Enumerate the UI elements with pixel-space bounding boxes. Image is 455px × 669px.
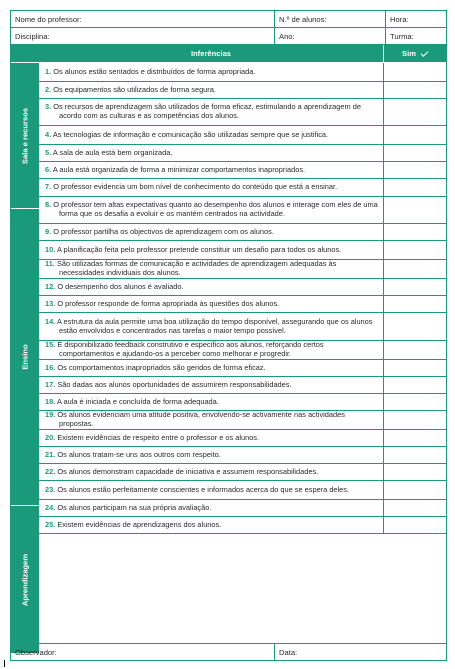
inference-text xyxy=(39,82,383,98)
observer-field[interactable] xyxy=(11,644,274,660)
inference-text xyxy=(39,341,383,359)
item-text: Existem evidências de aprendizagens dos alunos. xyxy=(57,519,222,529)
inference-text xyxy=(39,500,383,516)
check-icon xyxy=(421,49,429,57)
item-text: O professor responde de forma apropriada às questões dos alunos. xyxy=(57,298,280,308)
item-number: 13. xyxy=(45,298,56,308)
item-text: A sala de aula está bem organizada. xyxy=(52,147,173,157)
item-text: Os recursos de aprendizagem são utilizados de forma eficaz, estimulando a aprendizagem de acordo com as culturas e as competências dos alunos. xyxy=(53,102,361,120)
item-text: Os alunos demonstram capacidade de iniciativa e assumem responsabilidades. xyxy=(57,466,319,476)
yes-checkbox-cell[interactable] xyxy=(383,162,446,178)
item-number: 9. xyxy=(45,226,52,236)
item-number: 1. xyxy=(45,66,52,76)
yes-checkbox-cell[interactable] xyxy=(383,145,446,161)
table-row xyxy=(39,197,446,224)
inference-text xyxy=(39,224,383,240)
inference-text xyxy=(39,197,383,223)
item-number: 22. xyxy=(45,466,56,476)
yes-checkbox-cell[interactable] xyxy=(383,481,446,499)
yes-checkbox-cell[interactable] xyxy=(383,224,446,240)
item-text: A aula é iniciada e concluída de forma adequada. xyxy=(56,396,219,406)
time-field[interactable] xyxy=(385,11,446,27)
inference-text xyxy=(39,481,383,499)
item-number: 8. xyxy=(45,200,52,210)
item-number: 3. xyxy=(45,102,52,112)
teacher-label: Nome do professor: xyxy=(15,14,82,24)
table-row xyxy=(39,411,446,430)
table-row xyxy=(39,464,446,481)
item-text: O professor partilha os objectivos de aprendizagem com os alunos. xyxy=(53,226,274,236)
yes-checkbox-cell[interactable] xyxy=(383,296,446,312)
table-row xyxy=(39,260,446,279)
inference-text xyxy=(39,63,383,81)
item-text: Os alunos participam na sua própria avaliação. xyxy=(57,502,212,512)
item-text: As tecnologias de informação e comunicação são utilizadas sempre que se justifica. xyxy=(52,129,329,139)
item-text: Os alunos estão perfeitamente conscientes e informados acerca do que se espera deles. xyxy=(57,484,350,494)
item-number: 25. xyxy=(45,519,56,529)
item-text: O professor tem altas expectativas quanto ao desempenho dos alunos e interage com eles de uma forma que os desafia a evoluir e os mantém centrados na actividade. xyxy=(53,200,378,218)
inference-text xyxy=(39,430,383,446)
yes-checkbox-cell[interactable] xyxy=(383,63,446,81)
item-number: 16. xyxy=(45,362,56,372)
table-row xyxy=(39,279,446,296)
date-field[interactable] xyxy=(274,644,446,660)
subject-label: Disciplina: xyxy=(15,31,50,41)
item-number: 2. xyxy=(45,84,52,94)
yes-checkbox-cell[interactable] xyxy=(383,394,446,410)
inference-text xyxy=(39,260,383,278)
yes-checkbox-cell[interactable] xyxy=(383,260,446,278)
item-number: 11. xyxy=(45,259,55,269)
yes-checkbox-cell[interactable] xyxy=(383,517,446,533)
yes-checkbox-cell[interactable] xyxy=(383,241,446,259)
date-label: Data: xyxy=(279,647,298,657)
inference-text xyxy=(39,145,383,161)
item-number: 4. xyxy=(45,129,52,139)
yes-checkbox-cell[interactable] xyxy=(383,377,446,393)
item-text: A estrutura da aula permite uma boa utilização do tempo disponível, assegurando que os alunos estão envolvidos e concentrados nas tarefas o maior tempo possível. xyxy=(56,316,373,335)
item-text: Os comportamentos inapropriados são geridos de forma eficaz. xyxy=(57,362,266,372)
item-number: 12. xyxy=(45,281,56,291)
table-row xyxy=(39,430,446,447)
item-text: A aula está organizada de forma a minimizar comportamentos inapropriados. xyxy=(52,164,306,174)
inferences-header: Inferências xyxy=(190,49,232,58)
table-row xyxy=(39,99,446,126)
inference-text xyxy=(39,99,383,125)
item-number: 23. xyxy=(45,484,56,494)
page-mark xyxy=(4,660,5,667)
class-field[interactable] xyxy=(385,28,446,44)
yes-checkbox-cell[interactable] xyxy=(383,447,446,463)
item-text: Os alunos evidenciam uma atitude positiva, envolvendo-se activamente nas actividades propostas. xyxy=(57,410,345,428)
inference-text xyxy=(39,313,383,340)
students-count-field[interactable] xyxy=(274,11,385,27)
yes-checkbox-cell[interactable] xyxy=(383,197,446,223)
item-text: São utilizadas formas de comunicação e actividades de aprendizagem adequadas às necessidades individuais dos alunos. xyxy=(56,259,337,277)
inference-text xyxy=(39,360,383,376)
table-row xyxy=(39,377,446,394)
yes-checkbox-cell[interactable] xyxy=(383,279,446,295)
footer-row xyxy=(11,643,446,660)
subject-field[interactable] xyxy=(11,28,274,44)
yes-checkbox-cell[interactable] xyxy=(383,99,446,125)
item-number: 7. xyxy=(45,182,52,192)
item-text: A planificação feita pelo professor pretende constituir um desafio para todos os alunos. xyxy=(56,244,342,254)
observation-form xyxy=(10,10,447,661)
item-number: 10. xyxy=(45,244,56,254)
observer-label: Observador: xyxy=(15,647,57,657)
item-text: O desempenho dos alunos é avaliado. xyxy=(57,281,184,291)
yes-checkbox-cell[interactable] xyxy=(383,360,446,376)
inference-text xyxy=(39,447,383,463)
yes-checkbox-cell[interactable] xyxy=(383,82,446,98)
table-row xyxy=(39,447,446,464)
yes-checkbox-cell[interactable] xyxy=(383,126,446,144)
table-row xyxy=(39,500,446,517)
table-row xyxy=(39,82,446,99)
table-row xyxy=(39,313,446,341)
table-row xyxy=(39,341,446,360)
year-label: Ano: xyxy=(279,31,295,41)
item-number: 19. xyxy=(45,410,56,420)
inference-text xyxy=(39,377,383,393)
yes-header: Sim xyxy=(383,45,446,62)
yes-checkbox-cell[interactable] xyxy=(383,313,446,340)
inference-text xyxy=(39,162,383,178)
class-label: Turma: xyxy=(390,31,414,41)
item-text: Os alunos tratam-se uns aos outros com respeito. xyxy=(57,449,221,459)
item-text: Existem evidências de respeito entre o professor e os alunos. xyxy=(57,432,260,442)
item-number: 14. xyxy=(45,316,56,326)
header-row-1 xyxy=(11,11,446,28)
inference-text xyxy=(39,126,383,144)
students-label: N.º de alunos: xyxy=(279,14,327,24)
table-row xyxy=(39,162,446,179)
section-aprendizagem: Aprendizagem xyxy=(11,506,39,653)
inference-text xyxy=(39,279,383,295)
inference-text xyxy=(39,241,383,259)
yes-checkbox-cell[interactable] xyxy=(383,179,446,196)
yes-checkbox-cell[interactable] xyxy=(383,341,446,359)
table-row xyxy=(39,126,446,145)
time-label: Hora: xyxy=(390,14,409,24)
section-sala-recursos: Sala e recursos xyxy=(11,63,39,209)
table-row xyxy=(39,179,446,197)
yes-checkbox-cell[interactable] xyxy=(383,500,446,516)
table-row xyxy=(39,481,446,500)
item-number: 6. xyxy=(45,164,52,174)
table-row xyxy=(39,145,446,162)
table-row xyxy=(39,360,446,377)
item-number: 21. xyxy=(45,449,56,459)
inference-text xyxy=(39,464,383,480)
item-number: 5. xyxy=(45,147,52,157)
item-number: 18. xyxy=(45,396,56,406)
table-row xyxy=(39,394,446,411)
item-number: 17. xyxy=(45,379,56,389)
inference-text xyxy=(39,296,383,312)
yes-checkbox-cell[interactable] xyxy=(383,430,446,446)
inference-text xyxy=(39,517,383,533)
item-text: É disponibilizado feedback construtivo e específico aos alunos, reforçando certos comportamentos e ajudando-os a perceber como melhorar e progredir. xyxy=(57,340,324,358)
item-text: Os alunos estão sentados e distribuídos de forma apropriada. xyxy=(53,66,256,76)
inference-text xyxy=(39,394,383,410)
item-number: 24. xyxy=(45,502,56,512)
table-header xyxy=(11,45,446,63)
item-text: Os equipamentos são utilizados de forma segura. xyxy=(53,84,216,94)
inference-text xyxy=(39,179,383,196)
teacher-name-field[interactable] xyxy=(11,11,274,27)
table-row xyxy=(39,517,446,534)
inference-text xyxy=(39,411,383,429)
table-row xyxy=(39,241,446,260)
header-row-2 xyxy=(11,28,446,45)
yes-checkbox-cell[interactable] xyxy=(383,411,446,429)
table-row xyxy=(39,224,446,241)
section-ensino: Ensino xyxy=(11,209,39,506)
table-row xyxy=(39,296,446,313)
item-text: São dadas aos alunos oportunidades de assumirem responsabilidades. xyxy=(57,379,292,389)
year-field[interactable] xyxy=(274,28,385,44)
table-row xyxy=(39,63,446,82)
yes-checkbox-cell[interactable] xyxy=(383,464,446,480)
item-text: O professor evidencia um bom nível de conhecimento do conteúdo que está a ensinar. xyxy=(53,182,338,192)
item-number: 15. xyxy=(45,340,56,350)
item-number: 20. xyxy=(45,432,56,442)
